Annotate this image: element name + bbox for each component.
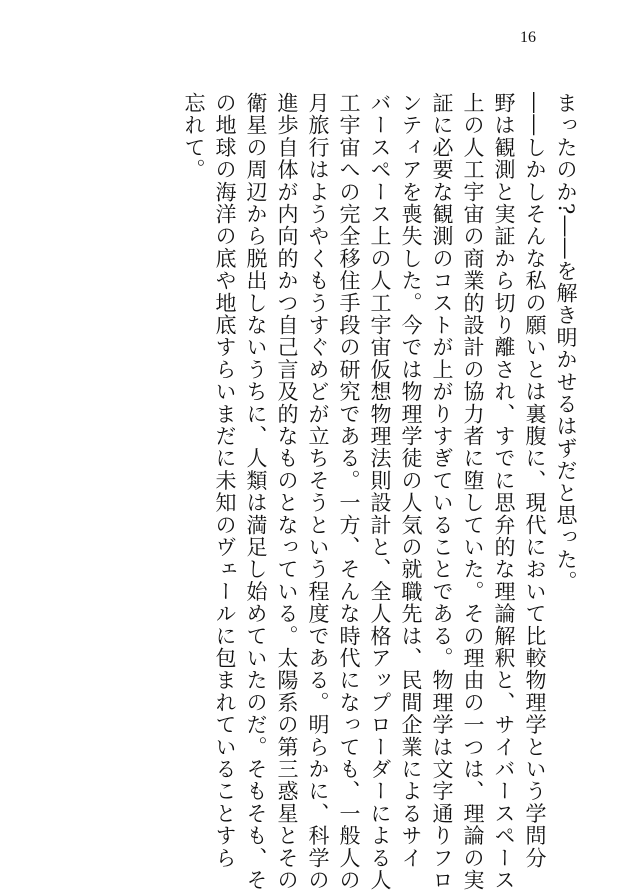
text-line: 衛星の周辺から脱出しないうちに、人類は満足し始めていたのだ。そもそも、そ xyxy=(244,92,268,891)
text-line: の地球の海洋の底や地底すらいまだに未知のヴェールに包まれていることすら xyxy=(213,92,237,869)
text-line: 証に必要な観測のコストが上がりすぎていることである。物理学は文字通りフロ xyxy=(430,92,454,891)
text-line: 進歩自体が内向的かつ自己言及的なものとなっている。太陽系の第三惑星とその xyxy=(275,92,299,891)
body-text xyxy=(178,92,581,891)
text-line: ンティアを喪失した。今では物理学徒の人気の就職先は、民間企業によるサイ xyxy=(399,92,423,869)
text-line: 月旅行はようやくもうすぐめどが立ちそうという程度である。明らかに、科学の xyxy=(306,92,330,891)
text-line: 忘れて。 xyxy=(182,92,206,181)
page-number: 16 xyxy=(520,29,536,46)
text-line: まったのか?――を解き明かせるはずだと思った。 xyxy=(554,92,578,593)
text-line: 工宇宙への完全移住手段の研究である。一方、そんな時代になっても、一般人の xyxy=(337,92,361,891)
text-line: 上の人工宇宙の商業的設計の協力者に堕していた。その理由の一つは、理論の実 xyxy=(461,92,485,891)
text-line: ――しかしそんな私の願いとは裏腹に、現代において比較物理学という学問分 xyxy=(523,92,547,869)
text-line: バースペース上の人工宇宙仮想物理法則設計と、全人格アップローダーによる人 xyxy=(368,92,392,891)
text-line: 野は観測と実証から切り離され、すでに思弁的な理論解釈と、サイバースペース xyxy=(492,92,516,891)
